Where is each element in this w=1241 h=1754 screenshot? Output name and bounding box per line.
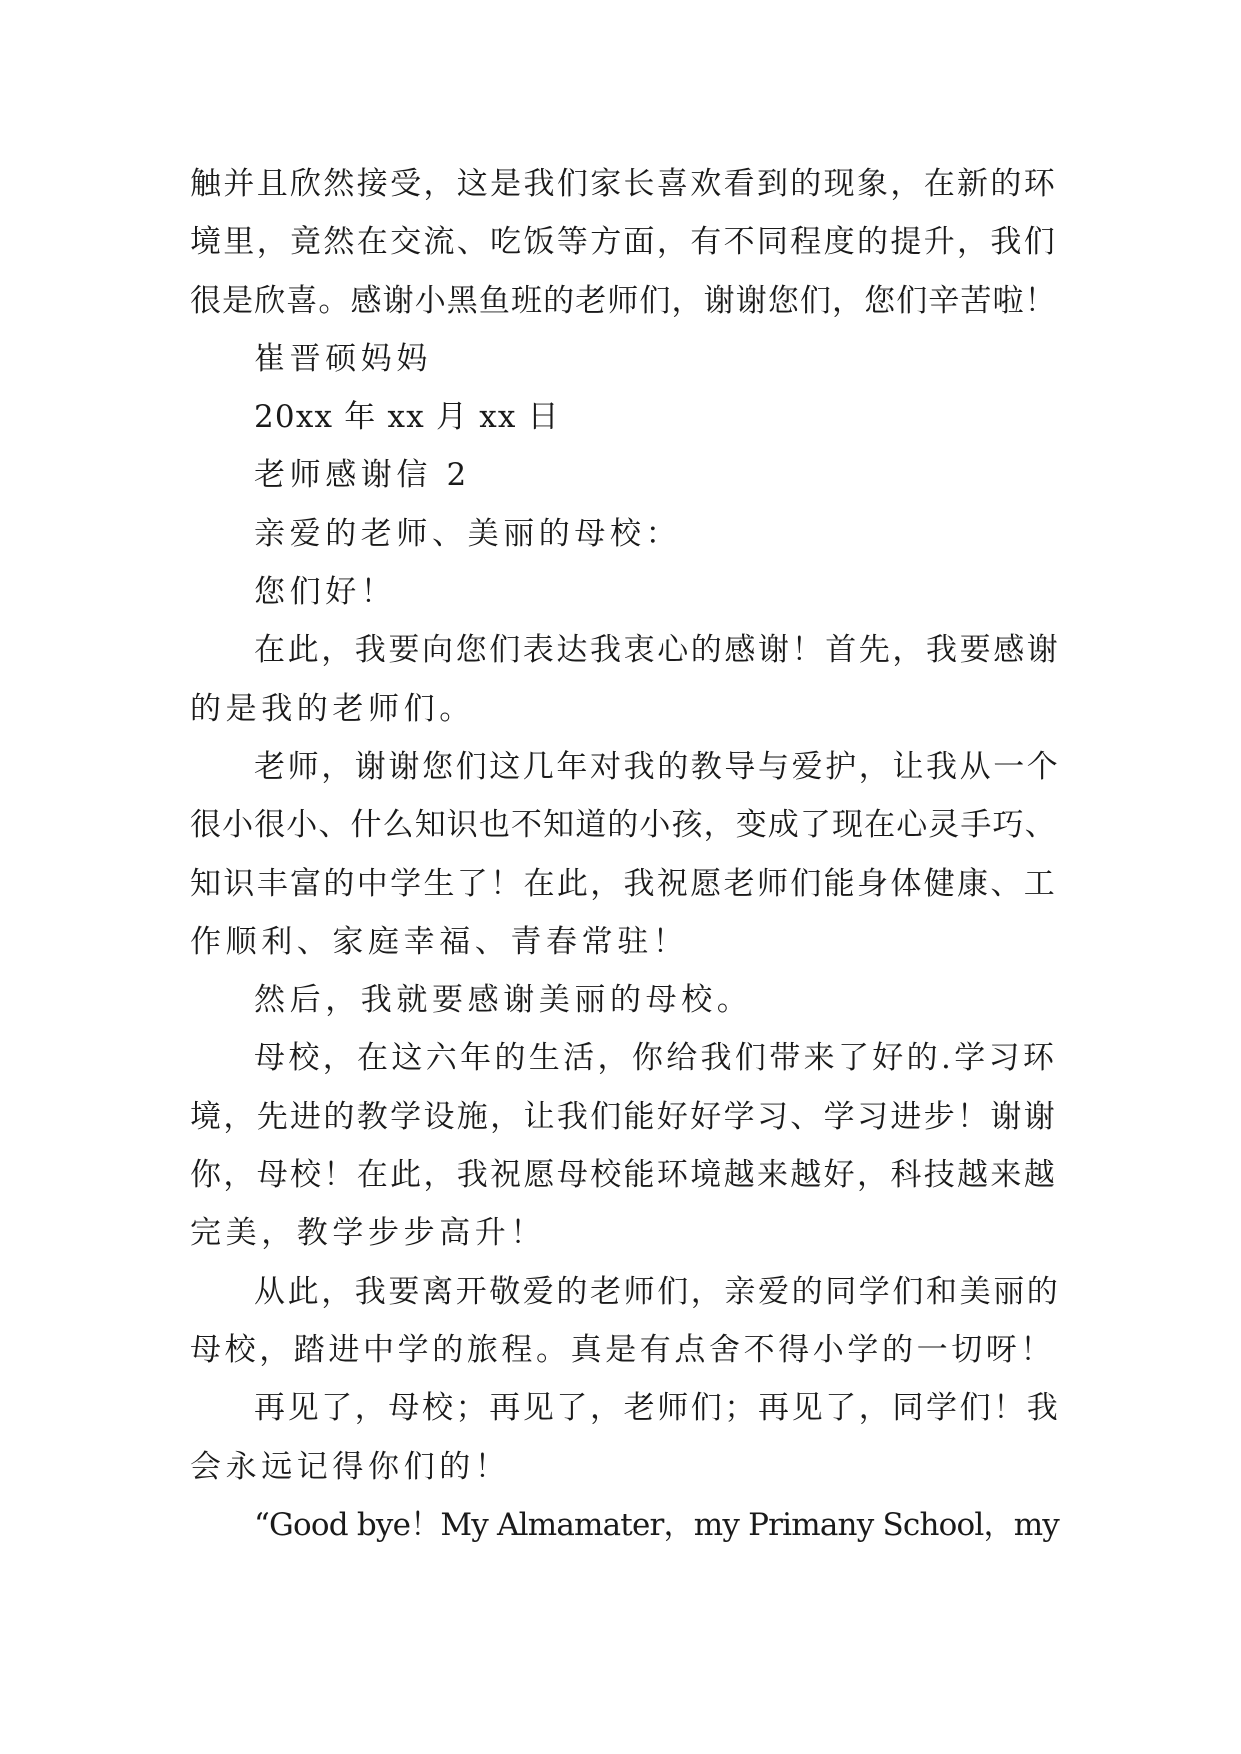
paragraph-line: 然后，我就要感谢美丽的母校。 — [254, 982, 753, 1019]
letter-body — [190, 155, 1060, 1554]
greeting: 您们好！ — [254, 574, 397, 611]
paragraph-line: 你，母校！在此，我祝愿母校能环境越来越好，科技越来越 — [190, 1157, 1058, 1194]
paragraph-line: 的是我的老师们。 — [190, 690, 475, 727]
paragraph-line: 再见了，母校；再见了，老师们；再见了，同学们！我 — [254, 1390, 1061, 1427]
paragraph-line: 知识丰富的中学生了！在此，我祝愿老师们能身体健康、工 — [190, 865, 1058, 902]
paragraph-line: 作顺利、家庭幸福、青春常驻！ — [190, 923, 689, 960]
letter-title: 老师感谢信 2 — [254, 457, 471, 494]
body-line-2: 境里，竟然在交流、吃饭等方面，有不同程度的提升，我们 — [190, 224, 1058, 261]
paragraph-line: 母校，在这六年的生活，你给我们带来了好的.学习环 — [254, 1040, 1058, 1077]
signature-date: 20xx 年 xx 月 xx 日 — [254, 399, 560, 436]
paragraph-line: 老师，谢谢您们这几年对我的教导与爱护，让我从一个 — [254, 748, 1061, 785]
body-line-1: 触并且欣然接受，这是我们家长喜欢看到的现象，在新的环 — [190, 166, 1058, 202]
paragraph-line: 境，先进的教学设施，让我们能好好学习、学习进步！谢谢 — [190, 1098, 1058, 1135]
paragraph-line: 母校，踏进中学的旅程。真是有点舍不得小学的一切呀！ — [190, 1331, 1055, 1368]
paragraph-line: 会永远记得你们的！ — [190, 1448, 511, 1485]
paragraph-line: 完美，教学步步高升！ — [190, 1215, 546, 1252]
body-line-3: 很是欣喜。感谢小黑鱼班的老师们，谢谢您们，您们辛苦啦！ — [190, 282, 1057, 319]
paragraph-line: “Good bye！My Almamater，my Primany School，my — [254, 1506, 1060, 1543]
paragraph-line: 很小很小、什么知识也不知道的小孩，变成了现在心灵手巧、 — [190, 807, 1057, 844]
paragraph-line: 从此，我要离开敬爱的老师们，亲爱的同学们和美丽的 — [254, 1273, 1061, 1310]
paragraph-line: 在此，我要向您们表达我衷心的感谢！首先，我要感谢 — [254, 632, 1061, 669]
signature-name: 崔晋硕妈妈 — [254, 340, 432, 377]
salutation: 亲爱的老师、美丽的母校： — [254, 515, 682, 552]
